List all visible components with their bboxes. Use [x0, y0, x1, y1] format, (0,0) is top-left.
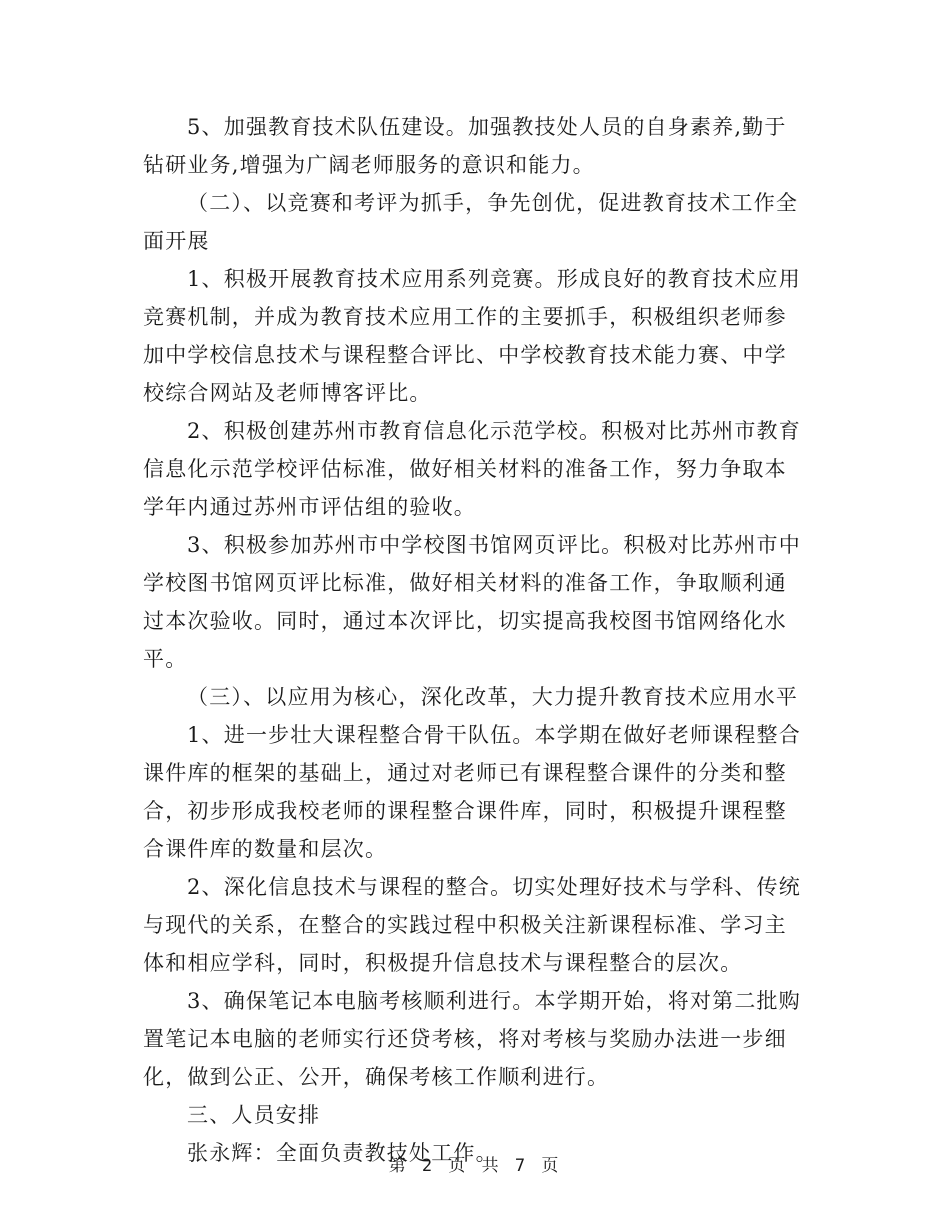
- page-number-footer: 第 2 页 共 7 页: [388, 1156, 562, 1176]
- section-heading-3: （三）、以应用为核心，深化改革，大力提升教育技术应用水平: [187, 685, 799, 709]
- section-heading-2: （二）、以竞赛和考评为抓手，争先创优，促进教育技术工作全面开展: [143, 191, 799, 253]
- paragraph-item-5: 5、加强教育技术队伍建设。加强教技处人员的自身素养,勤于钻研业务,增强为广阔老师服务的意识和能力。: [143, 115, 787, 177]
- paragraph-courseware-team: 1、进一步壮大课程整合骨干队伍。本学期在做好老师课程整合课件库的框架的基础上，通过对老师已有课程整合课件的分类和整合，初步形成我校老师的课程整合课件库，同时，积极提升课程整合课件库的数量和层次。: [143, 723, 801, 861]
- paragraph-library-webpage: 3、积极参加苏州市中学校图书馆网页评比。积极对比苏州市中学校图书馆网页评比标准，做好相关材料的准备工作，争取顺利通过本次验收。同时，通过本次评比，切实提高我校图书馆网络化水平。: [143, 533, 801, 671]
- paragraph-staff-assignment: 张永辉：全面负责教技处工作。: [187, 1141, 498, 1165]
- section-heading-staffing: 三、人员安排: [187, 1103, 321, 1127]
- document-body: [143, 108, 807, 1172]
- paragraph-integration: 2、深化信息技术与课程的整合。切实处理好技术与学科、传统与现代的关系，在整合的实践过程中积极关注新课程标准、学习主体和相应学科，同时，积极提升信息技术与课程整合的层次。: [143, 875, 801, 975]
- paragraph-demonstration-school: 2、积极创建苏州市教育信息化示范学校。积极对比苏州市教育信息化示范学校评估标准，做好相关材料的准备工作，努力争取本学年内通过苏州市评估组的验收。: [143, 419, 801, 519]
- paragraph-laptop-assessment: 3、确保笔记本电脑考核顺利进行。本学期开始，将对第二批购置笔记本电脑的老师实行还贷考核，将对考核与奖励办法进一步细化，做到公正、公开，确保考核工作顺利进行。: [143, 989, 801, 1089]
- paragraph-competition: 1、积极开展教育技术应用系列竞赛。形成良好的教育技术应用竞赛机制，并成为教育技术应用工作的主要抓手，积极组织老师参加中学校信息技术与课程整合评比、中学校教育技术能力赛、中学校综合网站及老师博客评比。: [143, 267, 801, 405]
